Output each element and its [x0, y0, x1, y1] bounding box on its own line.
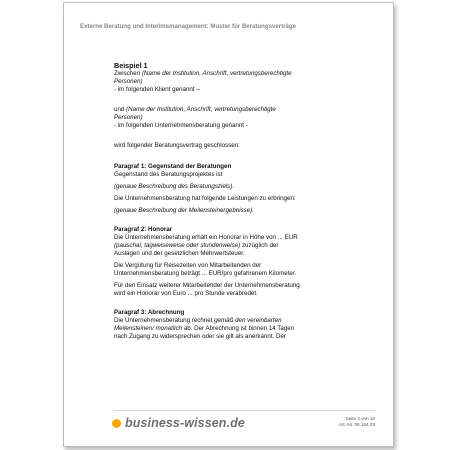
section1-line: Gegenstand des Beratungsprojektes ist [114, 171, 223, 178]
section3-line: nach Zugang zu widersprechen oder sie gilt als anerkannt. Der [114, 333, 286, 340]
section3-placeholder: Meilensteinen/ monatlich [114, 325, 183, 332]
footer-divider [114, 410, 375, 411]
section3-text: Die Unternehmensberatung rechnet [114, 317, 215, 324]
section1-line: (genaue Beschreibung der Meilensteinergebnisse). [114, 207, 254, 214]
section3-text: ab. Der Abrechnung ist binnen 14 Tagen [182, 325, 295, 332]
business-wissen-logo[interactable] [112, 416, 245, 430]
document-header: Externe Beratung und Interimsmanagement: Muster für Beratungsverträge [80, 23, 297, 30]
page-number: Seite 2 von 10 [345, 416, 375, 421]
party1-prefix: Zwischen [114, 70, 142, 77]
party1-line2: Personen) [114, 78, 143, 85]
party1-line1 [114, 70, 364, 78]
document-body [114, 61, 364, 341]
party2-line1 [114, 106, 364, 114]
section3-line [114, 325, 364, 333]
section2-heading: Paragraf 2: Honorar [114, 226, 173, 233]
section2-line: Die Unternehmensberatung erhält ein Honorar in Höhe von ... EUR [114, 234, 298, 241]
section2-line: Unternehmensberatung beträgt ... EUR/pro gefahrenem Kilometer. [114, 270, 297, 277]
section2-placeholder: (pauschal, tagweiseweise oder stundenweise) [114, 242, 241, 249]
section3-line [114, 317, 364, 325]
section3-heading: Paragraf 3: Abrechnung [114, 309, 185, 316]
party2-placeholder: (Name der Institution, Anschrift, vertretungsberechtigte [126, 106, 276, 113]
party1-placeholder: (Name der Institution, Anschrift, vertretungsberechtigte [141, 70, 292, 77]
logo-dot-icon [112, 419, 121, 428]
page-info [339, 416, 375, 428]
party2-line2: Personen) [114, 114, 143, 121]
party1-role: - im folgenden Klient genannt – [114, 86, 200, 93]
section2-line [114, 242, 364, 250]
section2-line: Auslagen und der gesetzlichen Mehrwertsteuer. [114, 250, 245, 257]
logo-text: business-wissen.de [125, 416, 245, 430]
example-title: Beispiel 1 [114, 61, 148, 70]
section1-line: Die Unternehmensberatung hat folgende Leistungen zu erbringen: [114, 195, 296, 202]
section2-text: zuzüglich der [240, 242, 279, 249]
section2-line: Für den Einsatz weiterer Mitarbeitender der Unternehmensberatung [114, 282, 300, 289]
article-number: Art.-Nr. 06.154.03 [338, 422, 375, 427]
section1-line: (genaue Beschreibung des Beratungsziels). [114, 183, 235, 190]
party2-role: - im folgenden Unternehmensberatung genannt - [114, 122, 248, 129]
section2-line: Die Vergütung für Reisezeiten von Mitarbeitenden der [114, 262, 262, 269]
section2-line: wird ein Honorar von Euro ... pro Stunde verabredet. [114, 290, 258, 297]
section3-placeholder: gemäß den vereinbarten [214, 317, 282, 324]
document-page [63, 2, 394, 447]
section1-heading: Paragraf 1: Gegenstand der Beratungen [114, 163, 232, 170]
party2-prefix: und [114, 106, 127, 113]
conclusion-text: wird folgender Beratungsvertrag geschlossen: [114, 142, 240, 149]
